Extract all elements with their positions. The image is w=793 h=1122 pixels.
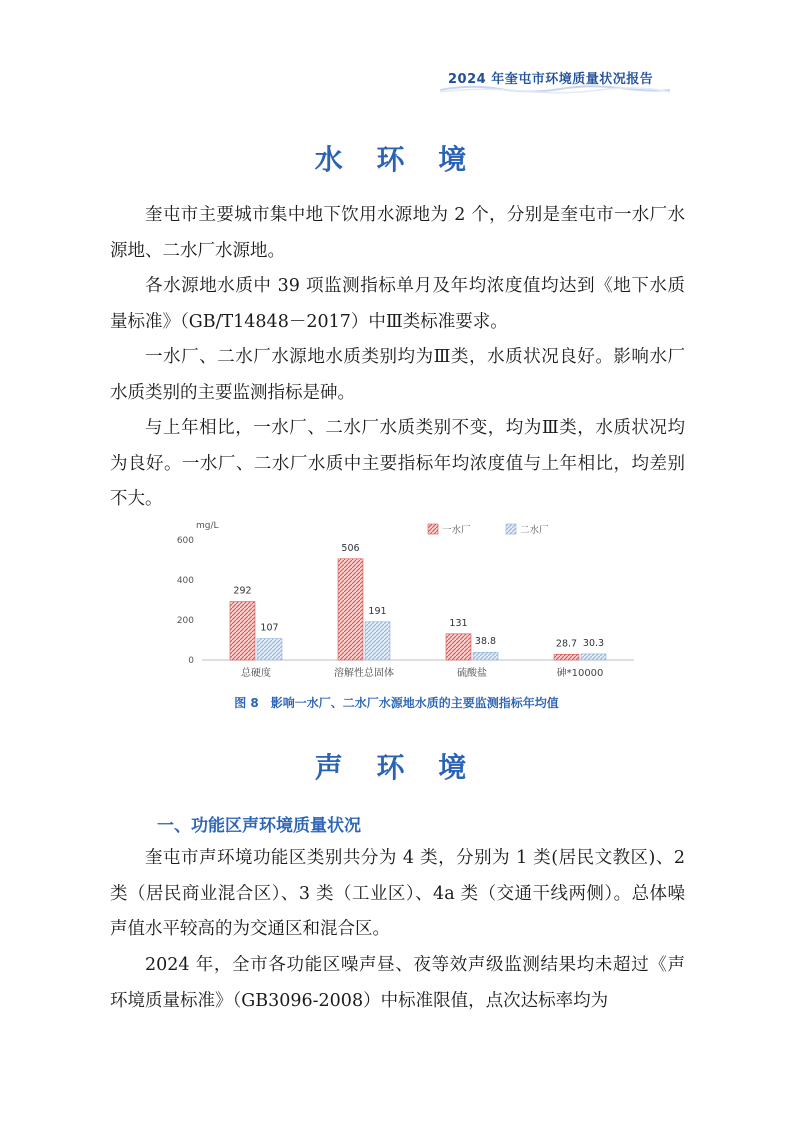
bar-plant2 [365, 622, 390, 660]
bar-plant1 [338, 559, 363, 660]
data-label: 107 [260, 622, 279, 634]
y-tick-label: 600 [176, 536, 194, 546]
water-paragraph-3: 一水厂、二水厂水源地水质类别均为Ⅲ类，水质状况良好。影响水厂水质类别的主要监测指标是砷。 [110, 347, 685, 403]
figure-number: 图 8 [234, 696, 259, 710]
bar-plant1 [230, 602, 255, 660]
running-header-title: 2024 年奎屯市环境质量状况报告 [448, 72, 654, 87]
noise-subheading: 一、功能区声环境质量状况 [157, 816, 361, 836]
y-axis-unit: mg/L [196, 521, 219, 531]
y-tick-label: 0 [188, 656, 194, 666]
data-label: 28.7 [555, 638, 578, 650]
x-tick-label: 总硬度 [241, 668, 271, 679]
figure-caption [0, 694, 793, 711]
legend-label: 一水厂 [442, 525, 471, 536]
data-label: 30.3 [582, 637, 605, 649]
water-paragraph-4: 与上年相比，一水厂、二水厂水质类别不变，均为Ⅲ类，水质状况均为良好。一水厂、二水厂水质中主要指标年均浓度值与上年相比，均差别不大。 [110, 418, 685, 509]
bar-plant1 [554, 654, 579, 660]
data-label: 38.8 [474, 636, 497, 648]
water-paragraph-1: 奎屯市主要城市集中地下饮用水源地为 2 个，分别是奎屯市一水厂水源地、二水厂水源地。 [110, 205, 685, 261]
legend-label: 二水厂 [520, 525, 549, 536]
data-label: 506 [341, 542, 360, 554]
noise-paragraph-2: 2024 年，全市各功能区噪声昼、夜等效声级监测结果均未超过《声环境质量标准》（GB3096-2008）中标准限值，点次达标率均为 [110, 955, 685, 1011]
bar-plant2 [581, 654, 606, 660]
y-tick-label: 200 [176, 616, 194, 626]
bar-plant2 [257, 639, 282, 660]
x-tick-label: 硫酸盐 [457, 668, 487, 679]
legend-swatch [428, 524, 438, 534]
noise-paragraph-1: 奎屯市声环境功能区类别共分为 4 类，分别为 1 类(居民文教区)、2 类（居民商业混合区）、3 类（工业区）、4a 类（交通干线两侧）。总体噪声值水平较高的为交通区和混合区。 [110, 848, 685, 939]
legend-swatch [506, 524, 516, 534]
bar-plant1 [446, 634, 471, 660]
data-label: 191 [368, 605, 387, 617]
water-section-title: 水 环 境 [314, 143, 479, 176]
water-paragraph-2: 各水源地水质中 39 项监测指标单月及年均浓度值均达到《地下水质量标准》（GB/T14848－2017）中Ⅲ类标准要求。 [110, 276, 685, 332]
figure-caption-text: 影响一水厂、二水厂水源地水质的主要监测指标年均值 [270, 696, 559, 710]
data-label: 131 [449, 617, 468, 629]
bar-plant2 [473, 652, 498, 660]
x-tick-label: 砷*10000 [556, 668, 604, 679]
noise-section-title: 声 环 境 [314, 751, 479, 784]
header-decoration [440, 84, 670, 94]
bar-chart [160, 516, 650, 692]
data-label: 292 [233, 585, 252, 597]
x-tick-label: 溶解性总固体 [334, 668, 394, 679]
y-tick-label: 400 [176, 576, 194, 586]
bar-chart-svg [160, 516, 650, 692]
